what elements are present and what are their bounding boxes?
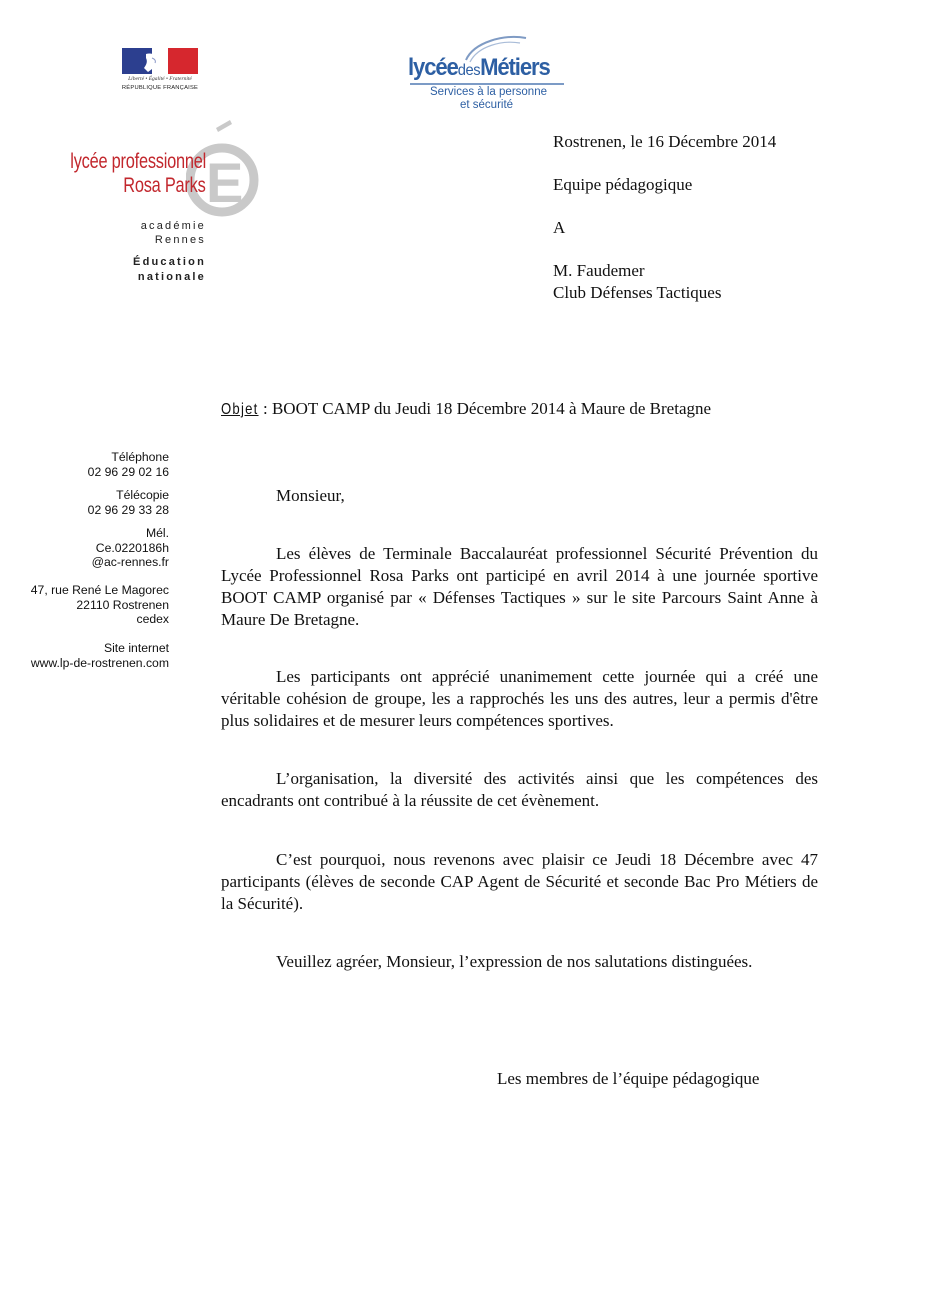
mail-block [92, 526, 169, 570]
website-block [31, 641, 169, 670]
phone-number: 02 96 29 02 16 [87, 464, 169, 479]
recipient-name: M. Faudemer [553, 261, 645, 280]
place-date: Rostrenen, le 16 Décembre 2014 [553, 132, 777, 151]
academie-label: académie [140, 220, 206, 232]
phone-label: Téléphone [111, 450, 169, 464]
recipient-to: A [553, 218, 566, 237]
subject-line [221, 399, 711, 419]
paragraph-1: Les élèves de Terminale Baccalauréat professionnel Sécurité Prévention du Lycée Professionnel Rosa Parks ont participé en avril 2014 à une journée sportive BOOT CAMP organisé par « Défenses Tactiques » sur le site Parcours Saint Anne à Maure De Bretagne. [221, 544, 818, 629]
sender-line: Equipe pédagogique [553, 175, 693, 194]
mail-address-2: @ac-rennes.fr [91, 555, 169, 569]
subject-text: : BOOT CAMP du Jeudi 18 Décembre 2014 à Maure de Bretagne [258, 399, 712, 418]
mail-address-1: Ce.0220186h [95, 540, 169, 555]
address-line-1: 47, rue René Le Magorec [30, 583, 169, 597]
paragraph-3: L’organisation, la diversité des activités ainsi que les compétences des encadrants ont contribué à la réussite de cet évènement. [221, 769, 818, 810]
recipient-org: Club Défenses Tactiques [553, 283, 722, 302]
website-url: www.lp-de-rostrenen.com [30, 655, 169, 670]
mail-label: Mél. [145, 526, 169, 540]
lycee-des-metiers-logo [404, 34, 574, 116]
paragraph-4: C’est pourquoi, nous revenons avec plaisir ce Jeudi 18 Décembre avec 47 participants (élèves de seconde CAP Agent de Sécurité et seconde Bac Pro Métiers de la Sécurité). [221, 850, 818, 913]
address-line-3: cedex [136, 612, 169, 626]
lycee-pro-name-line2: Rosa Parks [123, 174, 206, 197]
lycee-des-metiers-title: lycéedesMétiers [408, 54, 550, 81]
rf-name: RÉPUBLIQUE FRANÇAISE [121, 85, 199, 91]
paragraph-2: Les participants ont apprécié unanimement cette journée qui a créé une véritable cohésion de groupe, les a rapprochés les uns des autres, leur a permis d'être plus solidaires et de mesurer leurs compétences sportives. [221, 667, 818, 730]
fax-block [88, 488, 169, 517]
subject-label: Objet [221, 401, 259, 418]
closing-paragraph: Veuillez agréer, Monsieur, l’expression de nos salutations distinguées. [276, 952, 753, 971]
svg-text:E: E [206, 151, 244, 214]
lycee-metiers-subtitle-1: Services à la personne [430, 86, 547, 98]
phone-block [88, 450, 169, 479]
lycee-pro-name-line1: lycée professionnel [70, 150, 206, 173]
education-label: Éducation [133, 256, 206, 268]
fax-number: 02 96 29 33 28 [87, 502, 169, 517]
salutation: Monsieur, [276, 486, 345, 505]
address-block [31, 583, 169, 627]
address-line-2: 22110 Rostrenen [76, 597, 169, 612]
website-label: Site internet [103, 641, 169, 655]
marianne-flag-icon [122, 48, 198, 74]
fax-label: Télécopie [116, 488, 169, 502]
lycee-metiers-subtitle-2: et sécurité [460, 99, 514, 111]
lycee-professionnel-logo [56, 116, 266, 291]
rf-motto: Liberté • Égalité • Fraternité [128, 76, 192, 82]
signature: Les membres de l’équipe pédagogique [497, 1069, 760, 1088]
nationale-label: nationale [137, 271, 206, 283]
academie-name: Rennes [154, 234, 206, 246]
republique-francaise-logo [118, 46, 202, 96]
